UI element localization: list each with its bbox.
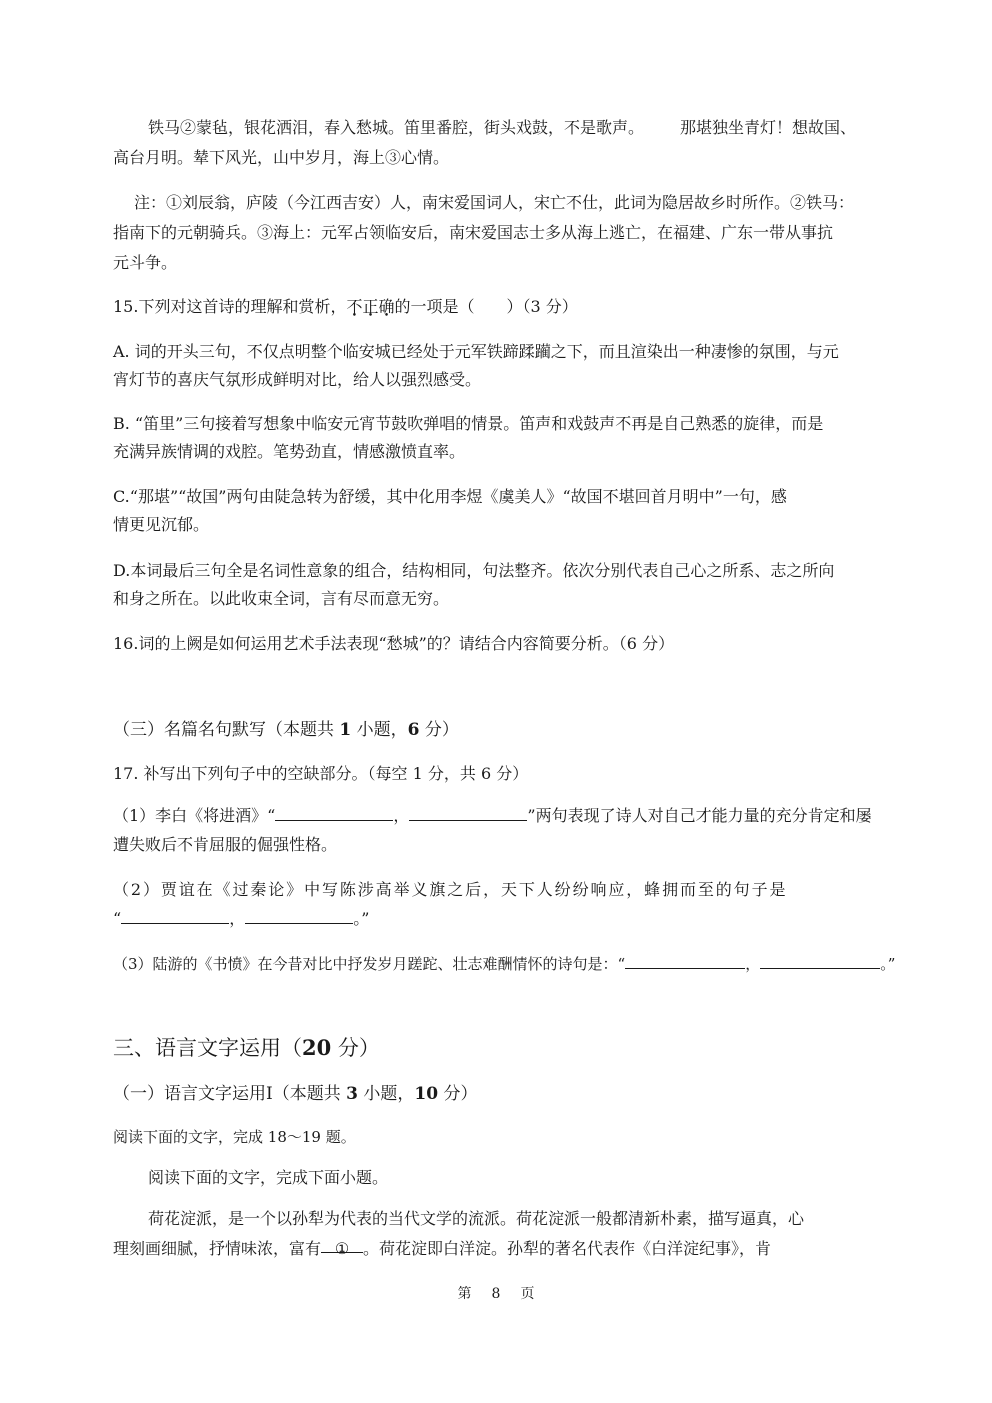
part-3-title-text: 三、语言文字运用（ (113, 1036, 302, 1060)
q17-item-1-text: （1）李白《将进酒》“ (113, 806, 276, 825)
q17-item-3-text: 。” (880, 955, 896, 973)
q17-item-2-line-2 (113, 908, 369, 930)
q17-item-1-text: ”两句表现了诗人对自己才能力量的充分肯定和屡 (527, 806, 872, 825)
q17-stem: 17. 补写出下列句子中的空缺部分。（每空 1 分，共 6 分） (113, 764, 529, 783)
answer-blank[interactable] (245, 909, 353, 924)
q15-option-b-line-1: B. “笛里”三句接着写想象中临安元宵节鼓吹弹唱的情景。笛声和戏鼓声不再是自己熟悉的旋律，而是 (113, 414, 824, 433)
q17-item-2-sep: ， (229, 909, 246, 928)
section-3-heading-text: （三）名篇名句默写（本题共 (113, 720, 340, 740)
answer-blank[interactable] (275, 806, 393, 821)
section-3-score: 6 (407, 720, 420, 740)
part-3-title (113, 1034, 380, 1062)
footer-prefix: 第 (457, 1286, 472, 1302)
note-line-1: 注：①刘辰翁，庐陵（今江西吉安）人，南宋爱国词人，宋亡不仕，此词为隐居故乡时所作。②铁马： (134, 193, 855, 212)
q15-stem (113, 296, 578, 318)
part-3-score: 20 (302, 1035, 332, 1060)
emphasis-char: 确 (378, 297, 395, 316)
q16-question: 16.词的上阙是如何运用艺术手法表现“愁城”的？请结合内容简要分析。（6 分） (113, 634, 675, 653)
page-footer (0, 1284, 992, 1304)
blank-number: ① (334, 1239, 350, 1258)
emphasis-char: 不 (346, 297, 363, 316)
q15-option-a-line-2: 宵灯节的喜庆气氛形成鲜明对比，给人以强烈感受。 (113, 370, 482, 389)
note-line-3: 元斗争。 (113, 253, 178, 272)
q15-option-d-line-2: 和身之所在。以此收束全词，言有尽而意无穷。 (113, 589, 450, 608)
q15-option-d-line-1: D.本词最后三句全是名词性意象的组合，结构相同，句法整齐。依次分别代表自己心之所系、志之所向 (113, 561, 835, 580)
q17-item-3-text: （3）陆游的《书愤》在今昔对比中抒发岁月蹉跎、壮志难酬情怀的诗句是：“ (113, 955, 626, 973)
subsection-count: 3 (346, 1084, 358, 1104)
q15-option-c-line-1: C.“那堪”“故国”两句由陡急转为舒缓，其中化用李煜《虞美人》“故国不堪回首月明中”一句，感 (113, 487, 787, 506)
note-line-2: 指南下的元朝骑兵。③海上：元军占领临安后，南宋爱国志士多从海上逃亡，在福建、广东一带从事抗 (113, 223, 834, 242)
q17-item-1-line-1 (113, 805, 872, 827)
q15-option-b-line-2: 充满异族情调的戏腔。笔势劲直，情感激愤直率。 (113, 442, 466, 461)
q17-item-2-text: “ (113, 909, 122, 928)
subsection-heading-text: 分） (438, 1084, 478, 1104)
section-3-heading-text: 小题， (351, 720, 408, 740)
subsection-heading-text: 小题， (357, 1084, 415, 1104)
q17-item-2-text: 。” (353, 909, 370, 928)
part-3-subsection-heading (113, 1082, 477, 1106)
answer-blank[interactable] (760, 954, 880, 969)
q17-item-3 (113, 953, 895, 975)
q17-item-2-line-1: （2）贾谊在《过秦论》中写陈涉高举义旗之后，天下人纷纷响应，蜂拥而至的句子是 (113, 880, 788, 899)
answer-blank[interactable] (409, 806, 527, 821)
passage-blank[interactable] (321, 1238, 363, 1258)
passage-line-2 (113, 1238, 771, 1260)
q15-stem-before: 15.下列对这首诗的理解和赏析， (113, 297, 347, 316)
poem-line-1-a: 铁马②蒙毡，银花洒泪，春入愁城。笛里番腔，街头戏鼓，不是歌声。 (148, 118, 645, 137)
poem-line-1-b: 那堪独坐青灯！想故国、 (680, 118, 857, 137)
section-3-heading-text: 分） (419, 720, 459, 740)
subsection-heading-text: （一）语言文字运用Ⅰ（本题共 (113, 1084, 347, 1104)
part-3-title-text: 分） (331, 1036, 380, 1060)
reading-instruction-1: 阅读下面的文字，完成 18～19 题。 (113, 1128, 356, 1146)
page-number: 8 (491, 1286, 501, 1302)
section-3-heading (113, 718, 459, 742)
footer-suffix: 页 (520, 1286, 535, 1302)
emphasis-char: 正 (362, 297, 379, 316)
q17-item-1-sep: ， (393, 806, 410, 825)
q17-item-3-sep: ， (745, 955, 761, 973)
passage-text: 理刻画细腻，抒情味浓，富有 (113, 1239, 322, 1258)
answer-blank[interactable] (625, 954, 745, 969)
passage-text: 。荷花淀即白洋淀。孙犁的著名代表作《白洋淀纪事》，肯 (363, 1239, 772, 1258)
q17-item-1-line-2: 遭失败后不肯屈服的倔强性格。 (113, 835, 338, 854)
reading-instruction-2: 阅读下面的文字，完成下面小题。 (148, 1168, 389, 1187)
poem-line-1 (148, 117, 856, 139)
q15-option-a-line-1: A. 词的开头三句，不仅点明整个临安城已经处于元军铁蹄蹂躏之下，而且渲染出一种凄惨的氛围，与元 (113, 342, 839, 361)
answer-blank[interactable] (121, 909, 229, 924)
q15-stem-after: 的一项是（ ）（3 分） (394, 297, 578, 316)
section-3-count: 1 (339, 720, 352, 740)
poem-line-2: 高台月明。辇下风光，山中岁月，海上③心情。 (113, 148, 450, 167)
subsection-score: 10 (414, 1084, 439, 1104)
passage-line-1: 荷花淀派，是一个以孙犁为代表的当代文学的流派。荷花淀派一般都清新朴素，描写逼真，心 (148, 1209, 805, 1228)
q15-option-c-line-2: 情更见沉郁。 (113, 515, 210, 534)
